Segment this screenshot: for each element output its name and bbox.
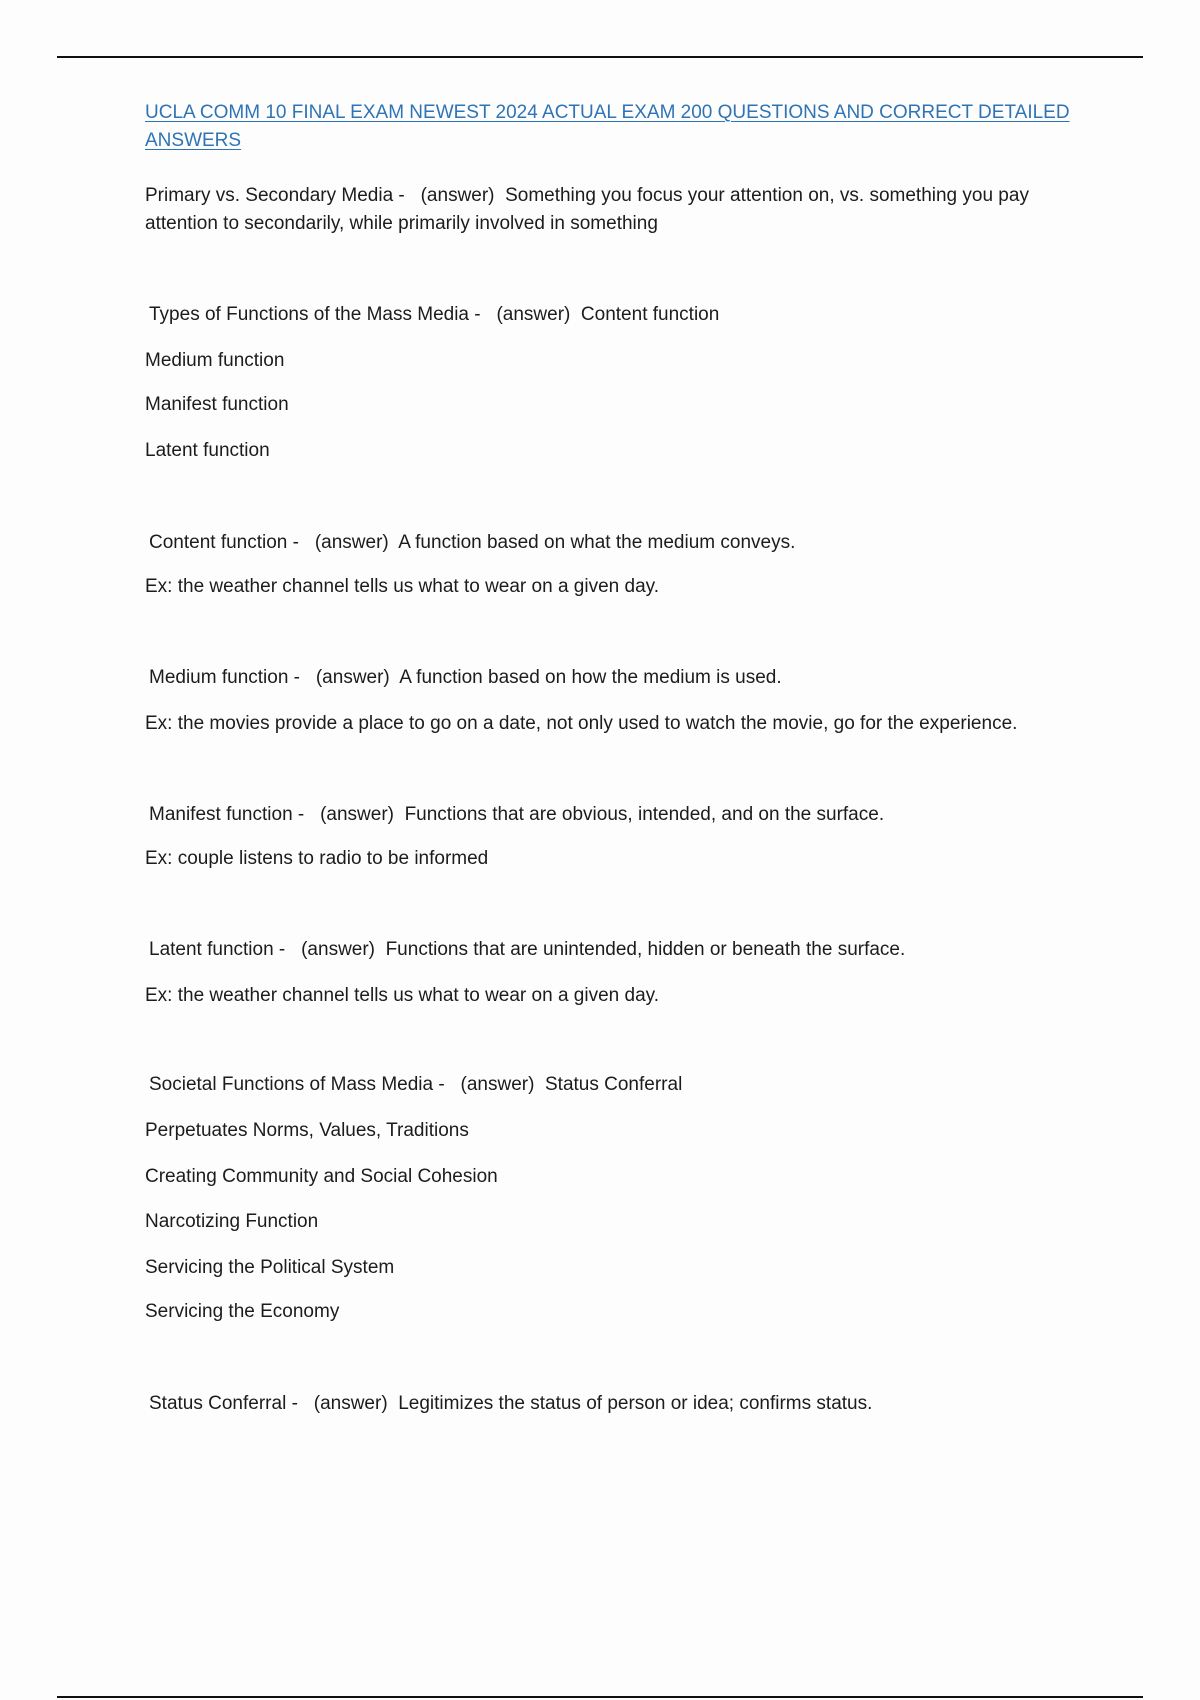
list-item: Narcotizing Function xyxy=(145,1211,319,1232)
entry-latent-function: Latent function - (answer) Functions that are unintended, hidden or beneath the surface. xyxy=(149,939,906,960)
list-item: Servicing the Political System xyxy=(145,1257,395,1278)
entry-term: Latent function xyxy=(149,939,274,960)
entry-definition: A function based on what the medium conveys. xyxy=(398,532,796,553)
entry-term: Types of Functions of the Mass Media xyxy=(149,304,469,325)
entry-definition: Content function xyxy=(580,304,720,325)
example-line: Ex: the movies provide a place to go on a date, not only used to watch the movie, go for the experience. xyxy=(145,713,1018,734)
answer-marker: (answer) xyxy=(315,667,390,688)
list-item: Servicing the Economy xyxy=(145,1301,340,1322)
entry-medium-function: Medium function - (answer) A function based on how the medium is used. xyxy=(149,667,782,688)
answer-marker: (answer) xyxy=(314,532,389,553)
footer-rule xyxy=(57,1696,1143,1698)
list-item: Perpetuates Norms, Values, Traditions xyxy=(145,1120,469,1141)
entry-societal-functions: Societal Functions of Mass Media - (answer) Status Conferral xyxy=(149,1074,683,1095)
entry-definition: Legitimizes the status of person or idea; confirms status. xyxy=(398,1393,873,1414)
list-item: Creating Community and Social Cohesion xyxy=(145,1166,498,1187)
example-line: Ex: couple listens to radio to be informed xyxy=(145,848,489,869)
list-item: Medium function xyxy=(145,350,285,371)
answer-marker: (answer) xyxy=(320,804,394,825)
entry-term: Content function xyxy=(149,532,288,553)
entry-manifest-function: Manifest function - (answer) Functions that are obvious, intended, and on the surface. xyxy=(149,804,885,825)
entry-definition: A function based on how the medium is used. xyxy=(399,667,782,688)
header-rule xyxy=(57,56,1143,58)
answer-marker: (answer) xyxy=(496,304,571,325)
entry-term: Status Conferral xyxy=(149,1393,287,1414)
entry-status-conferral: Status Conferral - (answer) Legitimizes the status of person or idea; confirms status. xyxy=(149,1393,873,1414)
list-item: Latent function xyxy=(145,440,270,461)
entry-primary-vs-secondary-media: Primary vs. Secondary Media - (answer) Something you focus your attention on, vs. something you pay attention to secondarily, while primarily involved in something xyxy=(145,185,1029,234)
example-line: Ex: the weather channel tells us what to wear on a given day. xyxy=(145,576,660,597)
document-title[interactable]: UCLA COMM 10 FINAL EXAM NEWEST 2024 ACTUAL EXAM 200 QUESTIONS AND CORRECT DETAILED ANSWERS xyxy=(145,102,1070,151)
entry-term: Medium function xyxy=(149,667,289,688)
entry-term: Primary vs. Secondary Media xyxy=(145,185,394,206)
answer-marker: (answer) xyxy=(460,1074,535,1095)
entry-term: Manifest function xyxy=(149,804,293,825)
example-line: Ex: the weather channel tells us what to wear on a given day. xyxy=(145,985,660,1006)
answer-marker: (answer) xyxy=(313,1393,388,1414)
list-item: Manifest function xyxy=(145,394,289,415)
answer-marker: (answer) xyxy=(301,939,376,960)
entry-term: Societal Functions of Mass Media xyxy=(149,1074,434,1095)
entry-content-function: Content function - (answer) A function based on what the medium conveys. xyxy=(149,532,796,553)
entry-definition: Functions that are obvious, intended, and on the surface. xyxy=(404,804,885,825)
answer-marker: (answer) xyxy=(420,185,495,206)
entry-definition: Functions that are unintended, hidden or beneath the surface. xyxy=(385,939,906,960)
entry-types-of-functions: Types of Functions of the Mass Media - (answer) Content function xyxy=(149,304,720,325)
entry-definition: Status Conferral xyxy=(545,1074,683,1095)
entry-definition: Something you focus your attention on, vs. something you pay attention to secondarily, while primarily involved in something xyxy=(145,185,1029,234)
